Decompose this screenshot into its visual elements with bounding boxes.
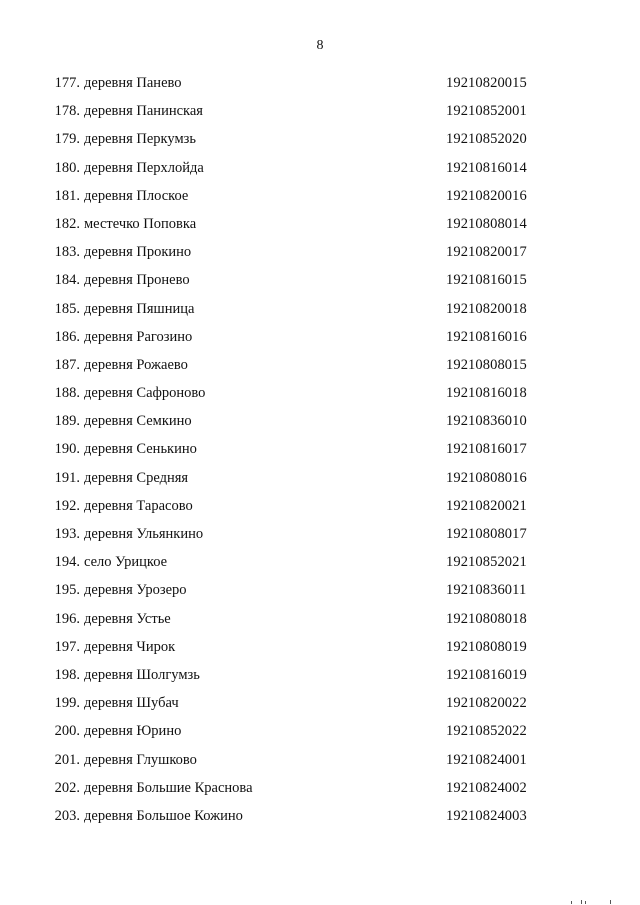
- okato-code: 19210808014: [446, 215, 527, 232]
- okato-code: 19210816015: [446, 272, 527, 289]
- item-number: 183.: [54, 244, 80, 261]
- list-item: [0, 158, 640, 186]
- okato-code: 19210820022: [446, 695, 527, 712]
- settlement-name: деревня Шубач: [84, 695, 179, 712]
- list-item: [0, 270, 640, 298]
- item-number: 196.: [54, 610, 80, 627]
- list-item: [0, 806, 640, 834]
- list-item: [0, 214, 640, 242]
- scan-artifact: [581, 900, 582, 904]
- item-number: 194.: [54, 554, 80, 571]
- settlement-name: деревня Плоское: [84, 187, 189, 204]
- item-number: 177.: [54, 75, 80, 91]
- item-number: 195.: [54, 582, 80, 599]
- list-item: [0, 242, 640, 270]
- item-number: 199.: [54, 695, 80, 712]
- item-number: 186.: [54, 328, 80, 345]
- okato-code: 19210816019: [446, 666, 527, 683]
- settlement-name: деревня Сенькино: [84, 441, 197, 458]
- okato-code: 19210820015: [446, 75, 527, 91]
- scan-artifact: [571, 901, 572, 904]
- page-number: 8: [316, 38, 324, 53]
- item-number: 202.: [54, 779, 80, 796]
- item-number: 188.: [54, 385, 80, 402]
- item-number: 182.: [54, 215, 80, 232]
- settlement-name: деревня Прокино: [84, 244, 192, 261]
- settlement-name: деревня Семкино: [84, 413, 192, 430]
- list-item: [0, 129, 640, 157]
- item-number: 178.: [54, 103, 80, 120]
- settlement-name: деревня Сафроново: [84, 385, 206, 402]
- okato-code: 19210852020: [446, 131, 527, 148]
- settlement-name: деревня Пяшница: [84, 300, 195, 317]
- item-number: 197.: [54, 638, 80, 655]
- list-item: [0, 580, 640, 608]
- settlement-name: село Урицкое: [84, 554, 168, 571]
- settlement-name: деревня Глушково: [84, 751, 197, 768]
- okato-code: 19210820017: [446, 244, 527, 261]
- okato-code: 19210820021: [446, 497, 527, 514]
- item-number: 193.: [54, 526, 80, 542]
- okato-code: 19210808018: [446, 610, 527, 627]
- settlement-name: деревня Чирок: [84, 638, 176, 655]
- item-number: 189.: [54, 413, 80, 430]
- okato-code: 19210852021: [446, 554, 527, 571]
- settlement-name: деревня Юрино: [84, 723, 182, 740]
- item-number: 184.: [54, 272, 80, 289]
- list-item: [0, 524, 640, 552]
- settlement-name: местечко Поповка: [84, 215, 197, 232]
- list-item: [0, 439, 640, 467]
- okato-code: 19210808015: [446, 356, 527, 373]
- settlement-name: деревня Пронево: [84, 272, 190, 289]
- okato-code: 19210820016: [446, 187, 527, 204]
- item-number: 181.: [54, 187, 80, 204]
- item-number: 203.: [54, 807, 80, 824]
- item-number: 191.: [54, 469, 80, 486]
- item-number: 179.: [54, 131, 80, 148]
- list-item: [0, 693, 640, 721]
- list-item: [0, 383, 640, 411]
- list-item: [0, 411, 640, 439]
- list-item: [0, 186, 640, 214]
- settlement-name: деревня Перкумзь: [84, 131, 196, 148]
- okato-code: 19210808017: [446, 526, 527, 542]
- list-item: [0, 496, 640, 524]
- settlement-name: деревня Ульянкино: [84, 526, 204, 542]
- list-item: [0, 665, 640, 693]
- okato-code: 19210816018: [446, 385, 527, 402]
- settlement-list: [0, 73, 640, 834]
- list-item: [0, 327, 640, 355]
- okato-code: 19210820018: [446, 300, 527, 317]
- list-item: [0, 552, 640, 580]
- item-number: 192.: [54, 497, 80, 514]
- list-item: [0, 750, 640, 778]
- settlement-name: деревня Большое Кожино: [84, 807, 243, 824]
- item-number: 198.: [54, 666, 80, 683]
- okato-code: 19210808019: [446, 638, 527, 655]
- okato-code: 19210824002: [446, 779, 527, 796]
- list-item: [0, 355, 640, 383]
- item-number: 190.: [54, 441, 80, 458]
- item-number: 200.: [54, 723, 80, 740]
- settlement-name: деревня Средняя: [84, 469, 189, 486]
- okato-code: 19210808016: [446, 469, 527, 486]
- okato-code: 19210836011: [446, 582, 527, 599]
- settlement-name: деревня Большие Краснова: [84, 779, 253, 796]
- settlement-name: деревня Панево: [84, 75, 182, 91]
- okato-code: 19210816017: [446, 441, 527, 458]
- list-item: [0, 637, 640, 665]
- list-item: [0, 778, 640, 806]
- settlement-name: деревня Рожаево: [84, 356, 188, 373]
- okato-code: 19210852022: [446, 723, 527, 740]
- list-item: [0, 101, 640, 129]
- okato-code: 19210816016: [446, 328, 527, 345]
- settlement-name: деревня Рагозино: [84, 328, 193, 345]
- scan-artifact: [610, 900, 611, 904]
- settlement-name: деревня Шолгумзь: [84, 666, 200, 683]
- settlement-name: деревня Перхлойда: [84, 159, 204, 176]
- list-item: [0, 299, 640, 327]
- item-number: 185.: [54, 300, 80, 317]
- settlement-name: деревня Тарасово: [84, 497, 193, 514]
- item-number: 187.: [54, 356, 80, 373]
- okato-code: 19210824003: [446, 807, 527, 824]
- item-number: 180.: [54, 159, 80, 176]
- list-item: [0, 609, 640, 637]
- list-item: [0, 468, 640, 496]
- settlement-name: деревня Урозеро: [84, 582, 187, 599]
- settlement-name: деревня Устье: [84, 610, 171, 627]
- settlement-name: деревня Панинская: [84, 103, 203, 120]
- okato-code: 19210824001: [446, 751, 527, 768]
- item-number: 201.: [54, 751, 80, 768]
- scan-artifact: [585, 901, 586, 904]
- okato-code: 19210836010: [446, 413, 527, 430]
- okato-code: 19210816014: [446, 159, 527, 176]
- list-item: [0, 73, 640, 101]
- list-item: [0, 721, 640, 749]
- okato-code: 19210852001: [446, 103, 527, 120]
